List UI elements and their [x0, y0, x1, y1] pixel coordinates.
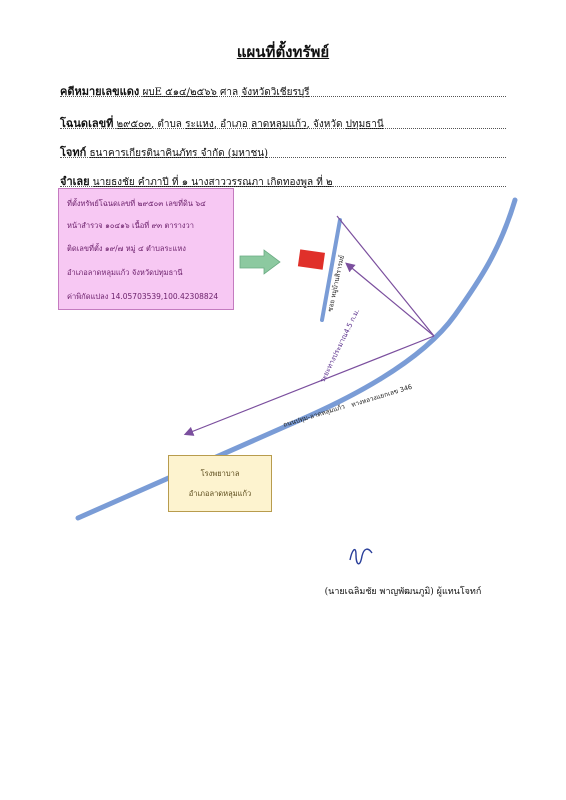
deed-number: ๒๙๕๐๓ [116, 119, 151, 130]
tambon-value: ระแหง [185, 119, 214, 130]
main-road-label: ถนนปทุม-ลาดหลุมแก้ว [282, 402, 346, 429]
amphoe-value: ลาดหลุมแก้ว [250, 119, 307, 130]
deed-line: โฉนดเลขที่ ๒๙๕๐๓, ตำบล ระแหง, อำเภอ ลาดหลุมแก้ว, จังหวัด ปทุมธานี [60, 117, 384, 130]
signature-name: (นายเฉลิมชัย พาญพัฒนภูมิ) ผู้แทนโจทก์ [324, 587, 482, 597]
route-up-line [347, 264, 434, 336]
amphoe-label: อำเภอ [220, 119, 248, 130]
info-line-3: ติดเลขที่ตั้ง ๑๙/๗ หมู่ ๔ ตำบลระแหง [67, 244, 186, 253]
plaintiff-label: โจทก์ [60, 146, 87, 159]
defendant-label: จำเลย [60, 175, 90, 188]
landmark-line-2: อำเภอลาดหลุมแก้ว [188, 489, 252, 498]
defendant-value: นายธงชัย คำภาปี ที่ ๑ นางสาววรรณภา เกิดทองพูล ที่ ๒ [92, 177, 333, 188]
deed-label: โฉนดเลขที่ [60, 117, 114, 130]
info-line-2: หน้าสำรวจ ๑๐๔๑๖ เนื้อที่ ๙๓ ตารางวา [67, 221, 194, 230]
distance-label: ระยะทางประมาณ4.5 ก.ม. [318, 307, 362, 384]
info-line-4: อำเภอลาดหลุมแก้ว จังหวัดปทุมธานี [67, 268, 183, 277]
near-label: หางหลวงแยกเลข 346 [350, 382, 414, 409]
province-value: ปทุมธานี [345, 119, 384, 130]
pointer-arrow [240, 250, 280, 274]
soi-label: ซอย หมู่บ้านสิรารมย์ [326, 254, 346, 313]
info-line-5: ค่าพิกัดแปลง 14.05703539,100.42308824 [67, 292, 219, 301]
info-line-1: ที่ตั้งทรัพย์โฉนดเลขที่ ๒๙๕๐๓ เลขที่ดิน ๖๔ [67, 199, 206, 208]
plaintiff-value: ธนาคารเกียรตินาคินภัทร จำกัด (มหาชน) [89, 148, 269, 159]
signature-block [318, 572, 488, 598]
tambon-label: ตำบล [157, 119, 182, 130]
court-name: จังหวัดวิเชียรบุรี [241, 87, 310, 98]
province-label: จังหวัด [313, 119, 343, 130]
landmark-line-1: โรงพยาบาล [200, 469, 240, 478]
case-label: คดีหมายเลขแดง [60, 85, 140, 98]
landmark-box [168, 455, 272, 512]
property-info-box [58, 188, 234, 310]
signature-mark [350, 549, 372, 564]
property-marker [298, 249, 325, 269]
court-label: ศาล [220, 87, 239, 98]
case-number: ผบE ๕๑๔/๒๕๖๖ [142, 87, 217, 98]
page-title: แผนที่ตั้งทรัพย์ [236, 43, 330, 61]
